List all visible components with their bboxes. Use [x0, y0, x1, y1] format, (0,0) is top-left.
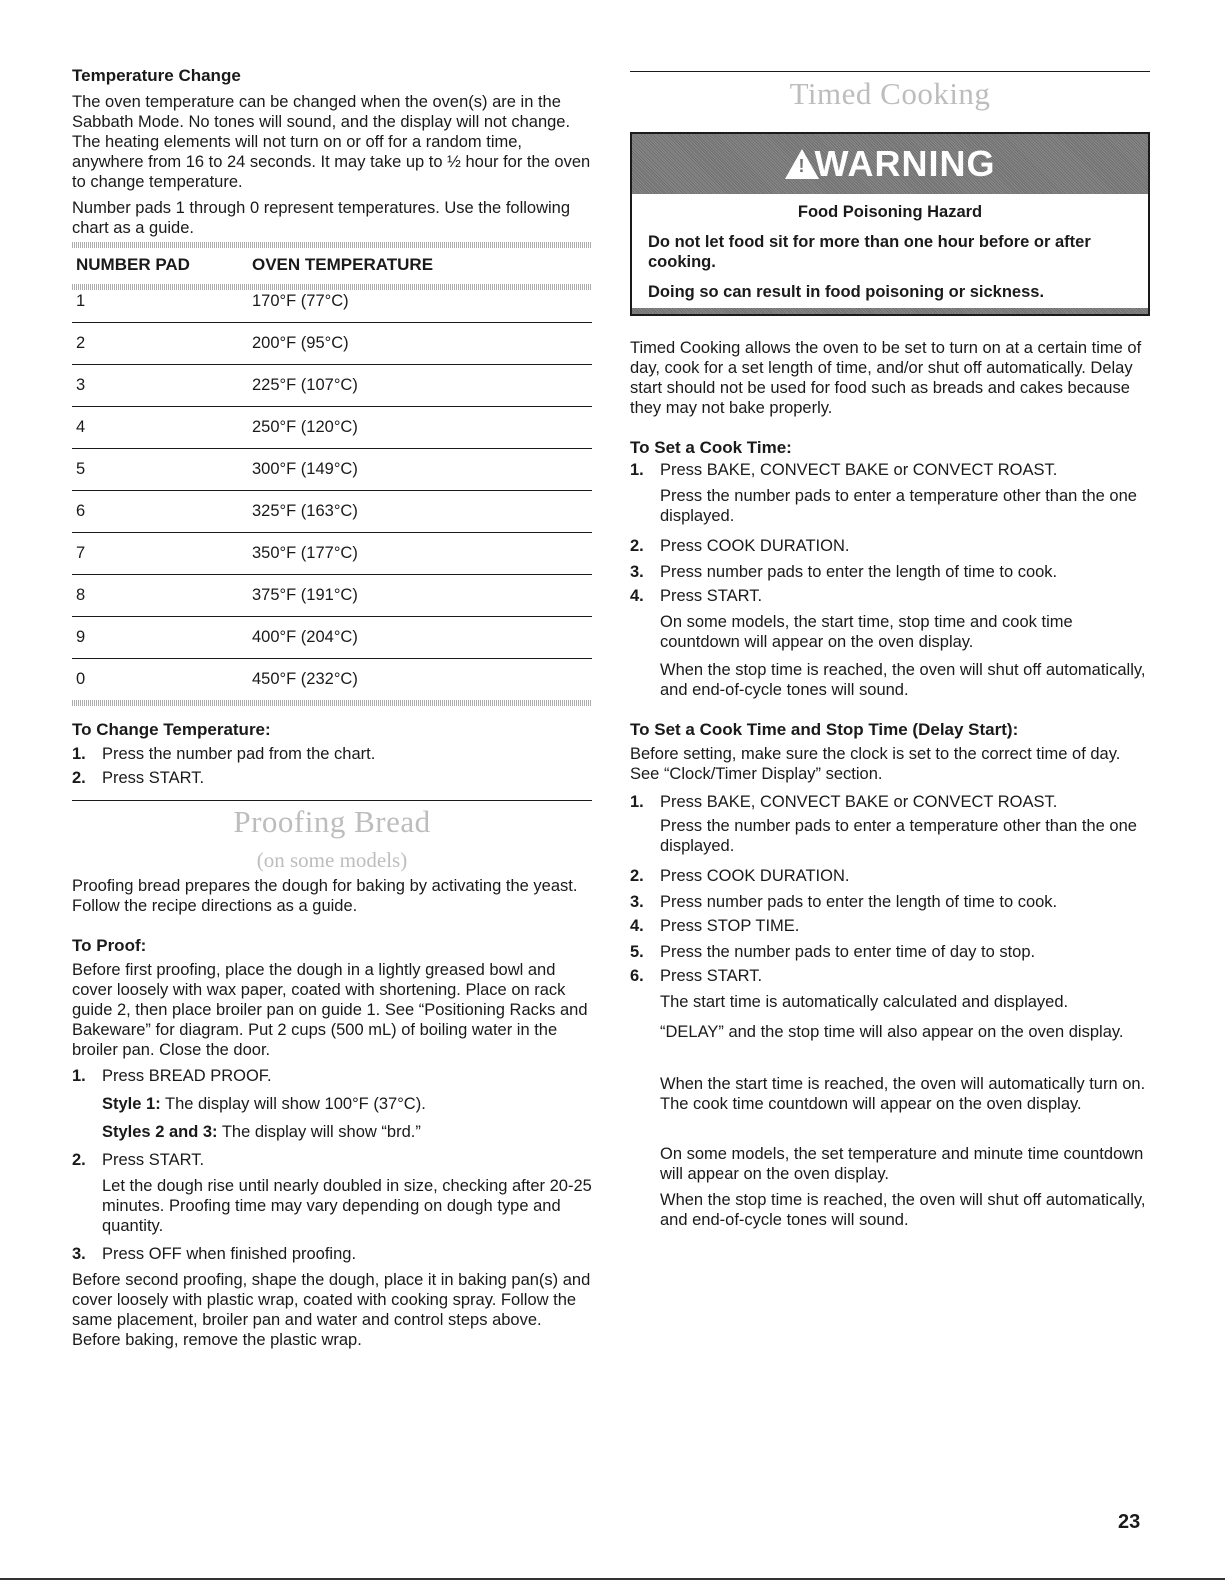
- oven-temperature-cell: 225°F (107°C): [252, 364, 592, 406]
- oven-temperature-cell: 250°F (120°C): [252, 406, 592, 448]
- step-detail: The start time is automatically calculated and displayed.: [660, 993, 1069, 1011]
- list-item: 1. Press BREAD PROOF.: [72, 1067, 272, 1085]
- step-detail: Press the number pads to enter a temperature other than the one displayed.: [660, 487, 1137, 525]
- delay-start-heading: To Set a Cook Time and Stop Time (Delay Start):: [630, 720, 1019, 739]
- warning-line-1: Do not let food sit for more than one hour before or after cooking.: [648, 233, 1091, 271]
- page-bottom-rule: [0, 1578, 1225, 1580]
- proofing-bread-subtitle: (on some models): [256, 848, 408, 872]
- step-detail: Press the number pads to enter a temperature other than the one displayed.: [660, 817, 1137, 855]
- list-item: 4. Press STOP TIME.: [630, 917, 800, 935]
- to-proof-heading: To Proof:: [72, 936, 147, 955]
- set-cook-time-heading: To Set a Cook Time:: [630, 438, 792, 457]
- step-detail: On some models, the set temperature and minute time countdown will appear on the oven display.: [660, 1145, 1144, 1183]
- table-row: [72, 448, 592, 490]
- proofing-closing-paragraph: Before second proofing, shape the dough, place it in baking pan(s) and cover loosely with plastic wrap, coated with cooking spray. Follow the same placement, broiler pan and water and control steps above. Before baking, remove the plastic wrap.: [72, 1271, 591, 1349]
- step-detail: When the stop time is reached, the oven will shut off automatically, and end-of-cycle tones will sound.: [660, 1191, 1146, 1229]
- oven-temperature-cell: 170°F (77°C): [252, 291, 349, 310]
- table-row: [72, 658, 592, 700]
- list-item: 3. Press number pads to enter the length of time to cook.: [630, 563, 1058, 581]
- number-pad-cell: 7: [72, 532, 252, 574]
- warning-line-2: Doing so can result in food poisoning or sickness.: [648, 283, 1045, 301]
- temperature-change-heading: Temperature Change: [72, 66, 241, 85]
- temperature-change-paragraph: The oven temperature can be changed when the oven(s) are in the Sabbath Mode. No tones will sound, and the display will not change. The heating elements will not turn on or off for a random time, anywhere from 16 to 24 seconds. It may take up to ½ hour for the oven to change temperature.: [72, 93, 591, 191]
- delay-start-intro: Before setting, make sure the clock is set to the correct time of day. See “Clock/Timer Display” section.: [630, 745, 1121, 783]
- oven-temperature-cell: 300°F (149°C): [252, 448, 592, 490]
- timed-cooking-intro: Timed Cooking allows the oven to be set to turn on at a certain time of day, cook for a set length of time, and/or shut off automatically. Delay start should not be used for food such as breads and cakes because they may not bake properly.: [630, 339, 1142, 417]
- number-pad-cell: 5: [72, 448, 252, 490]
- list-item: 3. Press OFF when finished proofing.: [72, 1245, 357, 1263]
- table-row: [72, 490, 592, 532]
- list-item: 1. Press the number pad from the chart.: [72, 745, 376, 763]
- timed-cooking-title: Timed Cooking: [789, 76, 991, 111]
- oven-temperature-cell: 325°F (163°C): [252, 490, 592, 532]
- list-item: 2. Press COOK DURATION.: [630, 867, 850, 885]
- step-detail: “DELAY” and the stop time will also appear on the oven display.: [660, 1023, 1124, 1041]
- list-item: 4. Press START.: [630, 587, 763, 605]
- number-pad-cell: 1: [76, 291, 86, 310]
- warning-triangle-icon: !: [785, 149, 819, 179]
- warning-banner: [632, 134, 1148, 194]
- step-detail: When the start time is reached, the oven will automatically turn on. The cook time countdown will appear on the oven display.: [660, 1075, 1146, 1113]
- number-pad-cell: 3: [72, 364, 252, 406]
- number-pad-cell: 8: [72, 574, 252, 616]
- table-top-hatch: [72, 242, 592, 248]
- list-item: 2. Press START.: [72, 1151, 205, 1169]
- warning-text: [632, 194, 1148, 308]
- number-pad-cell: 0: [72, 658, 252, 700]
- to-proof-paragraph: Before first proofing, place the dough in a lightly greased bowl and cover loosely with wax paper, coated with shortening. Place on rack guide 2, then place broiler pan on guide 1. See “Positioning Racks and Bakeware” for diagram. Put 2 cups (500 mL) of boiling water in the broiler pan. Close the door.: [72, 961, 588, 1059]
- table-row: [72, 406, 592, 448]
- list-item: 2. Press COOK DURATION.: [630, 537, 850, 555]
- page-number: 23: [1118, 1511, 1141, 1533]
- proofing-intro: Proofing bread prepares the dough for baking by activating the yeast. Follow the recipe directions as a guide.: [72, 877, 578, 915]
- warning-box: [630, 132, 1150, 316]
- table-row: [72, 364, 592, 406]
- number-pad-cell: 2: [72, 322, 252, 364]
- oven-temperature-cell: 350°F (177°C): [252, 532, 592, 574]
- col-header-oven-temperature: OVEN TEMPERATURE: [252, 255, 434, 274]
- oven-temperature-cell: 375°F (191°C): [252, 574, 592, 616]
- proofing-bread-title: Proofing Bread: [233, 804, 431, 839]
- number-pad-cell: 4: [72, 406, 252, 448]
- list-item: 3. Press number pads to enter the length of time to cook.: [630, 893, 1058, 911]
- warning-hazard: Food Poisoning Hazard: [797, 203, 983, 221]
- warning-word: WARNING: [814, 143, 996, 184]
- list-item: 1. Press BAKE, CONVECT BAKE or CONVECT ROAST.: [630, 461, 1058, 479]
- section-divider: [630, 71, 1150, 72]
- list-item: 6. Press START.: [630, 967, 763, 985]
- list-item: 1. Press BAKE, CONVECT BAKE or CONVECT ROAST.: [630, 793, 1058, 811]
- step-detail: When the stop time is reached, the oven will shut off automatically, and end-of-cycle tones will sound.: [660, 661, 1146, 699]
- temperature-table: [72, 250, 592, 700]
- oven-temperature-cell: 200°F (95°C): [252, 322, 592, 364]
- step-2-detail: Let the dough rise until nearly doubled in size, checking after 20-25 minutes. Proofing time may vary depending on dough type and quantity.: [102, 1177, 592, 1235]
- list-item: 5. Press the number pads to enter time of day to stop.: [630, 943, 1036, 961]
- number-pad-cell: 6: [72, 490, 252, 532]
- number-pads-paragraph: Number pads 1 through 0 represent temperatures. Use the following chart as a guide.: [72, 199, 571, 237]
- warning-bottom-band: [632, 308, 1148, 314]
- step-detail: On some models, the start time, stop time and cook time countdown will appear on the oven display.: [660, 613, 1073, 651]
- style-1-note: Style 1: The display will show 100°F (37°C).: [102, 1095, 426, 1113]
- styles-2-3-note: Styles 2 and 3: The display will show “brd.”: [102, 1123, 421, 1141]
- number-pad-cell: 9: [72, 616, 252, 658]
- list-item: 2. Press START.: [72, 769, 205, 787]
- table-row: [72, 322, 592, 364]
- table-row: [72, 532, 592, 574]
- col-header-number-pad: NUMBER PAD: [76, 255, 190, 274]
- table-bottom-hatch: [72, 700, 592, 706]
- section-divider: [72, 800, 592, 801]
- table-header-hatch: [72, 284, 592, 290]
- table-row: [72, 616, 592, 658]
- table-row: [72, 574, 592, 616]
- oven-temperature-cell: 450°F (232°C): [252, 658, 592, 700]
- change-temperature-heading: To Change Temperature:: [72, 720, 271, 739]
- oven-temperature-cell: 400°F (204°C): [252, 616, 592, 658]
